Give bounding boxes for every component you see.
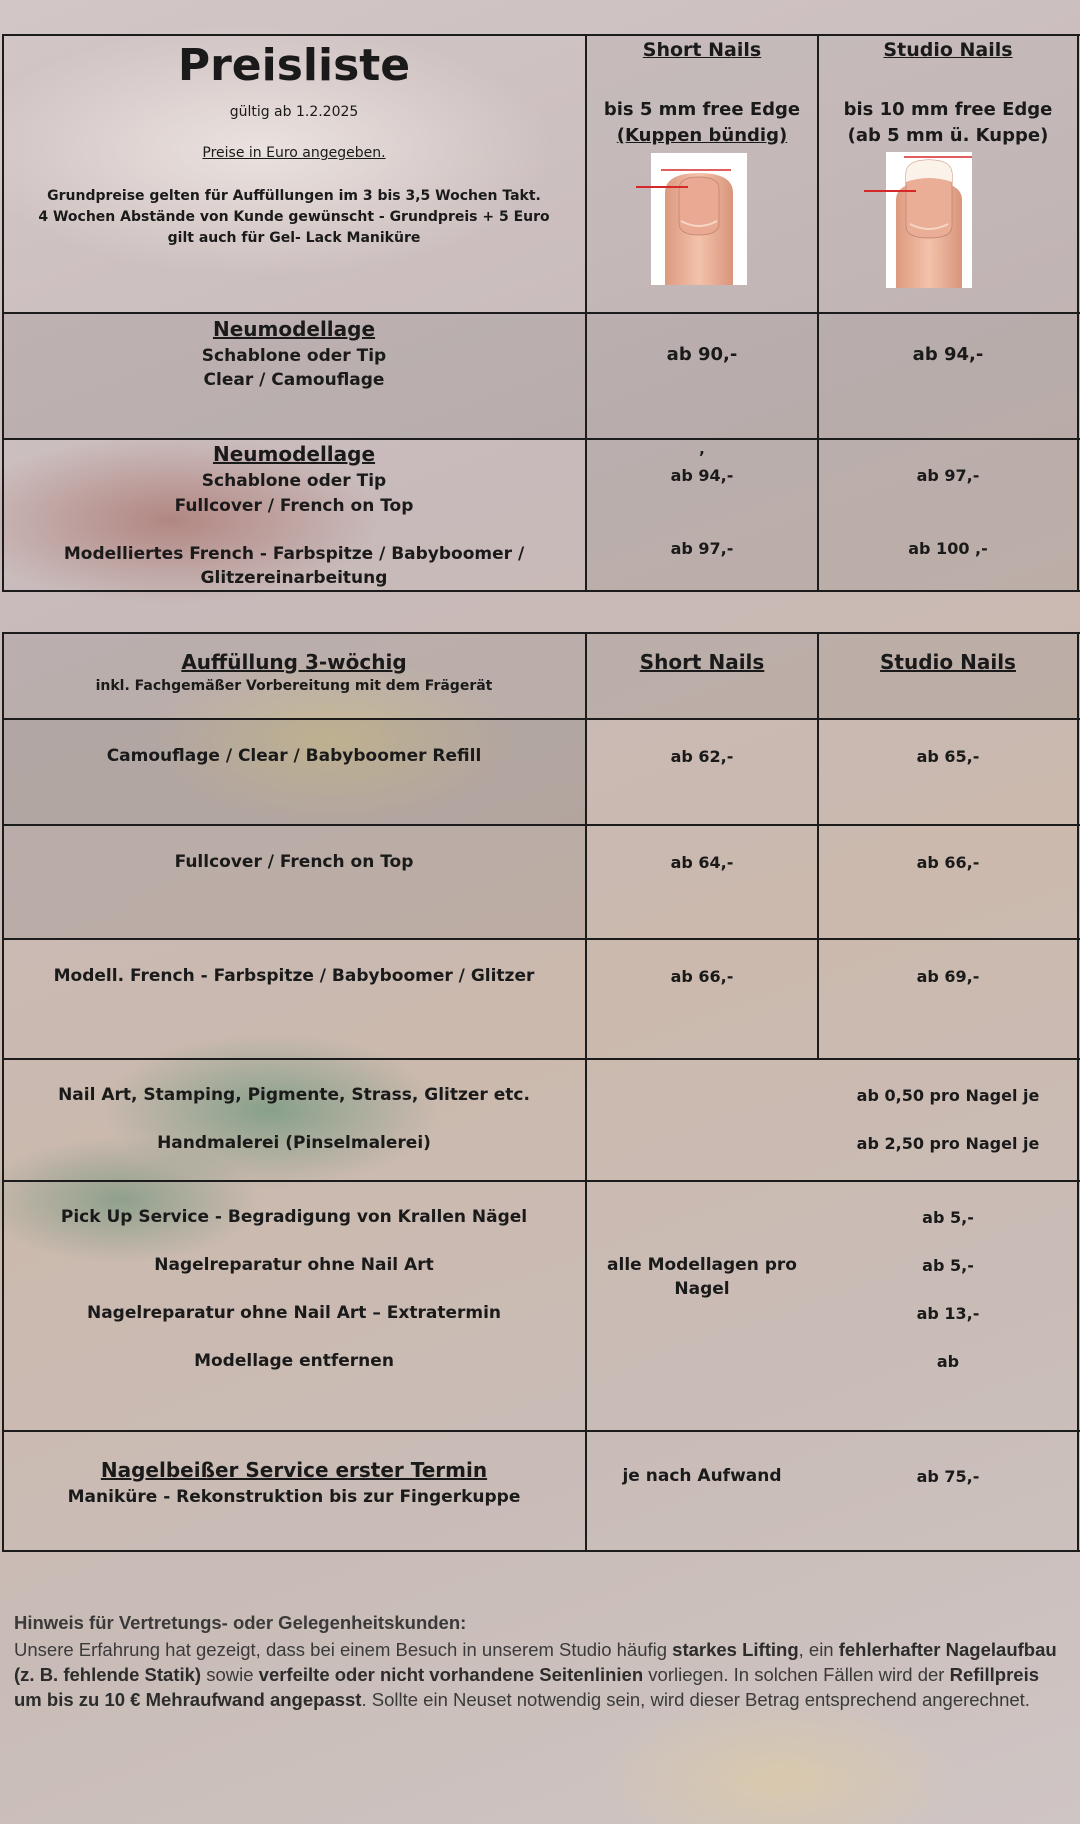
footer-heading: Hinweis für Vertretungs- oder Gelegenheitskunden: [14,1612,467,1633]
short-nail-illustration [651,153,747,285]
footer-text-5: . Sollte ein Neuset notwendig sein, wird dieser Betrag entsprechend angerechnet. [361,1689,1030,1710]
nailart-price-1: ab 0,50 pro Nagel je [856,1086,1040,1105]
neumodellage-1-line-1: Schablone oder Tip [201,346,387,366]
page-title: Preisliste [177,40,411,91]
col-studio-desc-1: bis 10 mm free Edge [843,99,1053,120]
footer-note [14,1610,1064,1712]
nagelbeisser-title: Nagelbeißer Service erster Termin [100,1458,488,1482]
services-middle-line-1: alle Modellagen pro [607,1255,797,1275]
service-row-4-label: Modellage entfernen [194,1351,394,1371]
footer-text-3: sowie [201,1664,259,1685]
neumodellage-2-short-price-1: ab 94,- [670,466,734,485]
neumodellage-1-studio-price: ab 94,- [912,344,984,365]
footer-text-4: vorliegen. In solchen Fällen wird der [643,1664,950,1685]
service-row-1-price: ab 5,- [922,1208,974,1227]
refill-row-3-label: Modell. French - Farbspitze / Babyboomer / Glitzer [53,966,535,986]
neumodellage-1-title: Neumodellage [212,317,376,341]
neumodellage-2-line-2: Fullcover / French on Top [174,496,414,516]
studio-nail-illustration [886,152,972,288]
stray-mark: , [699,440,705,458]
refill-col-short: Short Nails [639,650,765,674]
col-short-title: Short Nails [642,39,762,61]
refill-subtitle: inkl. Fachgemäßer Vorbereitung mit dem Frägerät [95,678,493,694]
nailart-price-2: ab 2,50 pro Nagel je [856,1134,1040,1153]
service-row-4-price: ab [936,1352,960,1371]
short-nail-marker [636,186,688,188]
note-line-2: 4 Wochen Abstände von Kunde gewünscht - Grundpreis + 5 Euro [38,209,550,225]
neumodellage-1-short-price: ab 90,- [666,344,738,365]
nailart-label-1: Nail Art, Stamping, Pigmente, Strass, Glitzer etc. [58,1085,530,1105]
refill-row-2-studio: ab 66,- [916,853,980,872]
service-row-3-label: Nagelreparatur ohne Nail Art – Extratermin [86,1303,502,1323]
refill-title: Auffüllung 3-wöchig [181,650,407,674]
footer-bold-3: verfeilte oder nicht vorhandene Seitenlinien [258,1664,644,1685]
col-short-desc-1: bis 5 mm free Edge [603,99,801,120]
refill-col-studio: Studio Nails [880,650,1016,674]
neumodellage-2-line-4: Glitzereinarbeitung [200,568,388,588]
nagelbeisser-subtitle: Maniküre - Rekonstruktion bis zur Fingerkuppe [67,1487,521,1507]
nagelbeisser-studio: ab 75,- [916,1467,980,1486]
refill-row-2-label: Fullcover / French on Top [174,852,414,872]
studio-nail-marker [864,190,916,192]
footer-text-1: Unsere Erfahrung hat gezeigt, dass bei einem Besuch in unserem Studio häufig [14,1639,673,1660]
note-line-3: gilt auch für Gel- Lack Maniküre [167,230,421,246]
currency-note: Preise in Euro angegeben. [202,145,386,161]
neumodellage-2-studio-price-2: ab 100 ,- [908,539,988,558]
col-studio-desc-2: (ab 5 mm ü. Kuppe) [847,125,1049,146]
neumodellage-2-studio-price-1: ab 97,- [916,466,980,485]
refill-row-1-label: Camouflage / Clear / Babyboomer Refill [106,746,482,766]
neumodellage-2-line-3: Modelliertes French - Farbspitze / Babyboomer / [63,544,525,564]
refill-row-3-short: ab 66,- [670,967,734,986]
neumodellage-2-short-price-2: ab 97,- [670,539,734,558]
footer-text-2: , ein [798,1639,839,1660]
note-line-1: Grundpreise gelten für Auffüllungen im 3 bis 3,5 Wochen Takt. [47,188,541,204]
services-middle-line-2: Nagel [674,1279,730,1299]
nailart-label-2: Handmalerei (Pinselmalerei) [157,1133,431,1153]
refill-row-1-short: ab 62,- [670,747,734,766]
neumodellage-2-title: Neumodellage [212,442,376,466]
footer-paragraph [14,1637,1064,1712]
service-row-1-label: Pick Up Service - Begradigung von Krallen Nägel [60,1207,528,1227]
service-row-2-price: ab 5,- [922,1256,974,1275]
service-row-2-label: Nagelreparatur ohne Nail Art [154,1255,434,1275]
valid-from: gültig ab 1.2.2025 [229,104,359,120]
footer-bold-1: starkes Lifting [672,1639,799,1660]
col-studio-title: Studio Nails [883,39,1013,61]
service-row-3-price: ab 13,- [916,1304,980,1323]
neumodellage-2-line-1: Schablone oder Tip [201,471,387,491]
col-short-desc-2: (Kuppen bündig) [616,125,788,146]
footer-bold-2: fehlerhafter Nagelaufbau (z. B. fehlende Statik) [14,1639,1057,1685]
refill-row-1-studio: ab 65,- [916,747,980,766]
refill-row-2-short: ab 64,- [670,853,734,872]
nagelbeisser-short: je nach Aufwand [622,1466,782,1486]
footer-bold-4: Refillpreis um bis zu 10 € Mehraufwand angepasst [14,1664,1040,1710]
refill-row-3-studio: ab 69,- [916,967,980,986]
neumodellage-1-line-2: Clear / Camouflage [203,370,385,390]
